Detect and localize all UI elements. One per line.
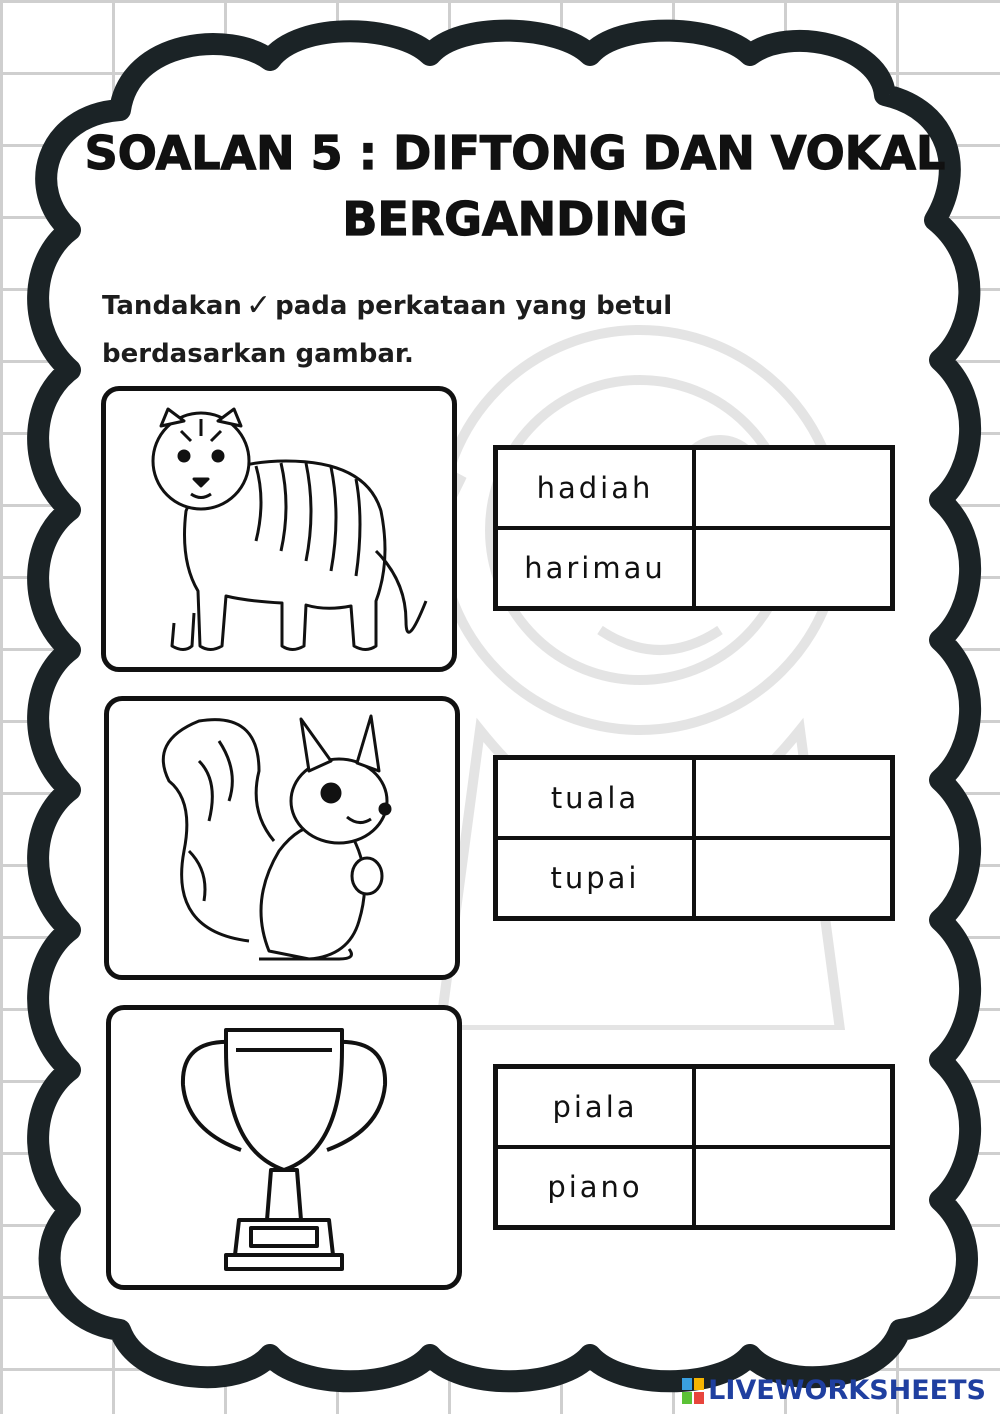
option-row <box>496 758 893 839</box>
worksheet-title <box>60 120 970 252</box>
options-table-1 <box>493 445 895 611</box>
liveworksheets-brand <box>682 1375 986 1406</box>
check-cell[interactable] <box>694 448 893 529</box>
option-word: tupai <box>496 838 695 919</box>
instruction-line-2: berdasarkan gambar. <box>102 339 414 369</box>
title-line-2: BERGANDING <box>342 192 688 246</box>
tiger-icon <box>106 391 452 667</box>
trophy-icon <box>111 1010 457 1285</box>
instruction-before: Tandakan <box>102 291 242 321</box>
check-cell[interactable] <box>694 758 893 839</box>
check-cell[interactable] <box>694 838 893 919</box>
check-cell[interactable] <box>694 528 893 609</box>
option-word: piala <box>496 1067 695 1148</box>
option-row <box>496 1147 893 1228</box>
options-table-2 <box>493 755 895 921</box>
instruction <box>102 282 862 378</box>
check-cell[interactable] <box>694 1067 893 1148</box>
check-cell[interactable] <box>694 1147 893 1228</box>
option-word: harimau <box>496 528 695 609</box>
picture-box-trophy <box>106 1005 462 1290</box>
option-row <box>496 838 893 919</box>
option-row <box>496 528 893 609</box>
option-word: tuala <box>496 758 695 839</box>
check-mark-icon: ✓ <box>245 288 272 323</box>
instruction-after: pada perkataan yang betul <box>275 291 673 321</box>
title-line-1: SOALAN 5 : DIFTONG DAN VOKAL <box>84 126 946 180</box>
option-row <box>496 448 893 529</box>
picture-box-squirrel <box>104 696 460 980</box>
squirrel-icon <box>109 701 455 975</box>
option-row <box>496 1067 893 1148</box>
brand-text: LIVEWORKSHEETS <box>708 1375 986 1406</box>
option-word: piano <box>496 1147 695 1228</box>
option-word: hadiah <box>496 448 695 529</box>
options-table-3 <box>493 1064 895 1230</box>
picture-box-tiger <box>101 386 457 672</box>
liveworksheets-logo-icon <box>682 1378 704 1404</box>
